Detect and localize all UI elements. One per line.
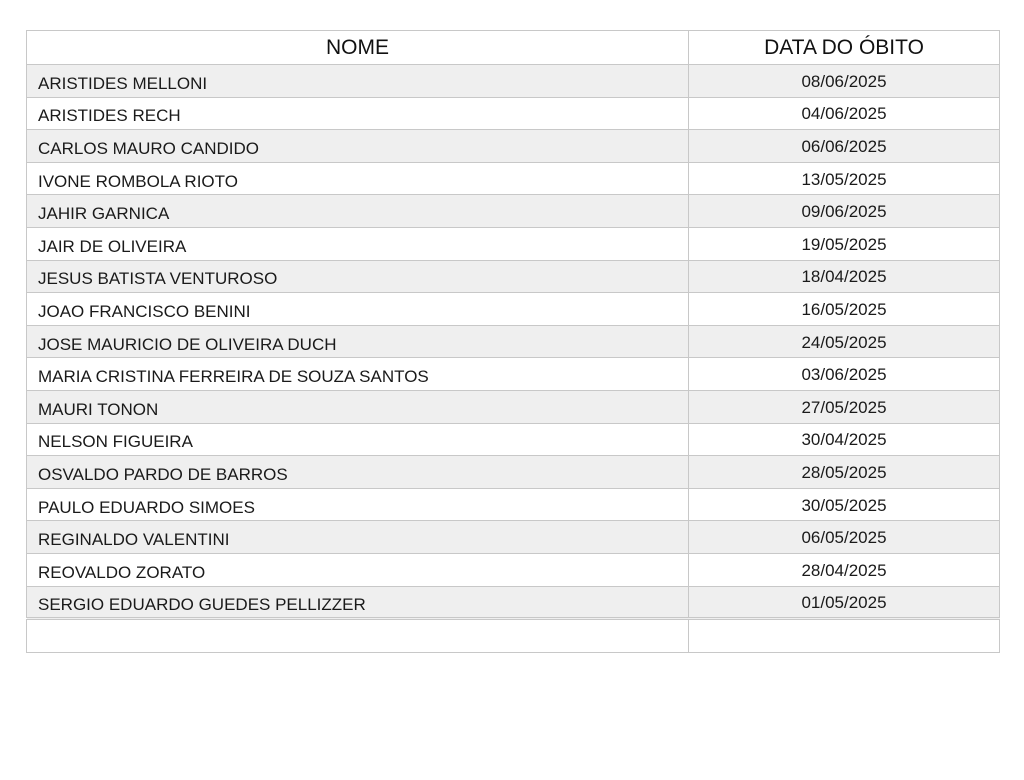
cell-name: REGINALDO VALENTINI bbox=[27, 521, 689, 554]
column-header-date: DATA DO ÓBITO bbox=[689, 31, 1000, 65]
cell-date: 01/05/2025 bbox=[689, 586, 1000, 619]
table-row bbox=[27, 227, 1000, 260]
table-row bbox=[27, 293, 1000, 326]
table-row bbox=[27, 162, 1000, 195]
cell-name: REOVALDO ZORATO bbox=[27, 553, 689, 586]
cell-name: SERGIO EDUARDO GUEDES PELLIZZER bbox=[27, 586, 689, 619]
cell-date: 04/06/2025 bbox=[689, 97, 1000, 130]
cell-date: 06/06/2025 bbox=[689, 130, 1000, 163]
cell-date: 30/05/2025 bbox=[689, 488, 1000, 521]
cell-name: NELSON FIGUEIRA bbox=[27, 423, 689, 456]
cell-name: JAIR DE OLIVEIRA bbox=[27, 227, 689, 260]
cell-name: JOAO FRANCISCO BENINI bbox=[27, 293, 689, 326]
cell-date: 16/05/2025 bbox=[689, 293, 1000, 326]
cell-date: 19/05/2025 bbox=[689, 227, 1000, 260]
cell-date: 18/04/2025 bbox=[689, 260, 1000, 293]
table-row bbox=[27, 553, 1000, 586]
cell-date: 09/06/2025 bbox=[689, 195, 1000, 228]
table-row bbox=[27, 195, 1000, 228]
cell-date: 13/05/2025 bbox=[689, 162, 1000, 195]
cell-date: 03/06/2025 bbox=[689, 358, 1000, 391]
table-row bbox=[27, 325, 1000, 358]
table-row bbox=[27, 390, 1000, 423]
table-row bbox=[27, 521, 1000, 554]
cell-date: 24/05/2025 bbox=[689, 325, 1000, 358]
table-row bbox=[27, 65, 1000, 98]
empty-cell-name bbox=[27, 619, 689, 653]
empty-cell-date bbox=[689, 619, 1000, 653]
column-header-name: NOME bbox=[27, 31, 689, 65]
cell-date: 30/04/2025 bbox=[689, 423, 1000, 456]
cell-name: JAHIR GARNICA bbox=[27, 195, 689, 228]
cell-name: ARISTIDES RECH bbox=[27, 97, 689, 130]
obituary-table bbox=[26, 30, 1000, 653]
cell-name: MARIA CRISTINA FERREIRA DE SOUZA SANTOS bbox=[27, 358, 689, 391]
cell-name: JESUS BATISTA VENTUROSO bbox=[27, 260, 689, 293]
cell-date: 06/05/2025 bbox=[689, 521, 1000, 554]
table-row bbox=[27, 358, 1000, 391]
table-row bbox=[27, 488, 1000, 521]
table-row bbox=[27, 260, 1000, 293]
cell-date: 28/04/2025 bbox=[689, 553, 1000, 586]
cell-name: OSVALDO PARDO DE BARROS bbox=[27, 456, 689, 489]
cell-name: IVONE ROMBOLA RIOTO bbox=[27, 162, 689, 195]
cell-date: 08/06/2025 bbox=[689, 65, 1000, 98]
empty-table-row bbox=[27, 619, 1000, 653]
cell-name: JOSE MAURICIO DE OLIVEIRA DUCH bbox=[27, 325, 689, 358]
table-body bbox=[27, 65, 1000, 653]
table-row bbox=[27, 130, 1000, 163]
cell-name: CARLOS MAURO CANDIDO bbox=[27, 130, 689, 163]
table-row bbox=[27, 586, 1000, 619]
table-row bbox=[27, 423, 1000, 456]
table-header-row bbox=[27, 31, 1000, 65]
cell-name: ARISTIDES MELLONI bbox=[27, 65, 689, 98]
cell-name: PAULO EDUARDO SIMOES bbox=[27, 488, 689, 521]
table-row bbox=[27, 97, 1000, 130]
cell-date: 27/05/2025 bbox=[689, 390, 1000, 423]
cell-name: MAURI TONON bbox=[27, 390, 689, 423]
table-row bbox=[27, 456, 1000, 489]
cell-date: 28/05/2025 bbox=[689, 456, 1000, 489]
